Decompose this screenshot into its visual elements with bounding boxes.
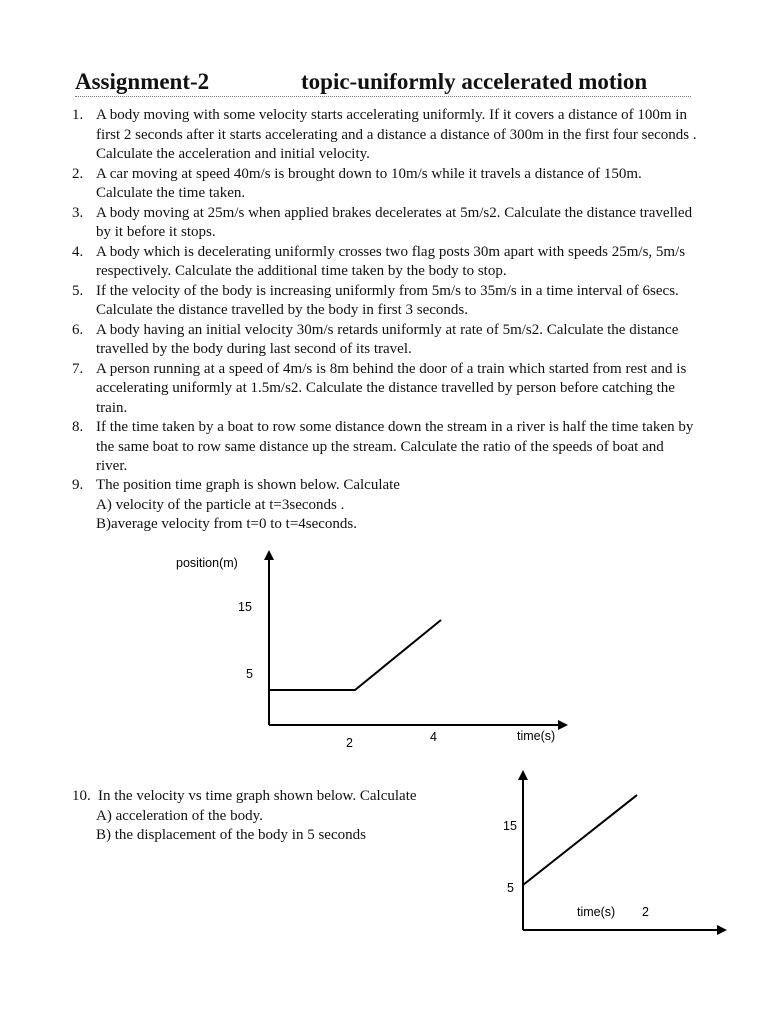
- y-tick-label: 15: [238, 600, 252, 614]
- question-text: A body having an initial velocity 30m/s retards uniformly at rate of 5m/s2. Calculate the distance travelled by the body during last second of its travel.: [96, 321, 679, 357]
- x-axis-label: time(s): [517, 729, 556, 743]
- x-axis-label: time(s): [577, 905, 616, 919]
- question-number: 2.: [72, 165, 84, 182]
- question-text: A car moving at speed 40m/s is brought down to 10m/s while it travels a distance of 150m. Calculate the time taken.: [96, 165, 642, 201]
- question-number: 1.: [72, 107, 84, 123]
- question-text: A person running at a speed of 4m/s is 8m behind the door of a train which started from rest and is accelerating uniformly at 1.5m/s2. Calculate the distance travelled by person before catching the train.: [96, 360, 687, 416]
- question-number: 6.: [72, 321, 84, 338]
- x-tick-label: 4: [430, 730, 437, 744]
- question-number: 5.: [72, 282, 84, 299]
- question-text: If the velocity of the body is increasing uniformly from 5m/s to 35m/s in a time interval of 6secs. Calculate the distance travelled by the body in first 3 seconds.: [96, 282, 679, 318]
- y-tick-label: 5: [507, 881, 514, 895]
- question-text: In the velocity vs time graph shown below. Calculate: [98, 788, 417, 804]
- question-number: 10.: [72, 788, 91, 804]
- y-axis-label: position(m): [176, 556, 238, 570]
- question-number: 7.: [72, 360, 84, 377]
- question-number: 8.: [72, 419, 84, 435]
- y-tick-label: 15: [503, 819, 517, 833]
- question-part-a: A) acceleration of the body.: [96, 807, 263, 824]
- topic-title: topic-uniformly accelerated motion: [301, 69, 648, 94]
- velocity-time-graph: [503, 772, 725, 930]
- question-number: 4.: [72, 243, 84, 260]
- series-line: [523, 795, 637, 885]
- question-part-b: B)average velocity from t=0 to t=4seconds.: [96, 516, 358, 532]
- x-tick-label: 2: [642, 905, 649, 919]
- series-line: [269, 620, 441, 690]
- position-time-graph: [176, 552, 566, 750]
- question-number: 9.: [72, 477, 84, 493]
- question-part-a: A) velocity of the particle at t=3seconds .: [96, 496, 345, 513]
- question-text: A body moving at 25m/s when applied brakes decelerates at 5m/s2. Calculate the distance travelled by it before it stops.: [96, 204, 693, 240]
- question-text: The position time graph is shown below. Calculate: [96, 477, 400, 493]
- question-text: A body which is decelerating uniformly crosses two flag posts 30m apart with speeds 25m/s, 5m/s respectively. Calculate the additional time taken by the body to stop.: [96, 243, 686, 279]
- question-text: If the time taken by a boat to row some distance down the stream in a river is half the time taken by the same boat to row same distance up the stream. Calculate the ratio of the speeds of boat and river.: [96, 419, 694, 474]
- question-part-b: B) the displacement of the body in 5 seconds: [96, 827, 366, 843]
- x-tick-label: 2: [346, 736, 353, 750]
- question-number: 3.: [72, 204, 84, 221]
- question-text: A body moving with some velocity starts accelerating uniformly. If it covers a distance of 100m in first 2 seconds after it starts accelerating and a distance a distance of 300m in the first four seconds . Calculate the acceleration and initial velocity.: [96, 107, 697, 162]
- y-tick-label: 5: [246, 667, 253, 681]
- assignment-title: Assignment-2: [75, 69, 210, 94]
